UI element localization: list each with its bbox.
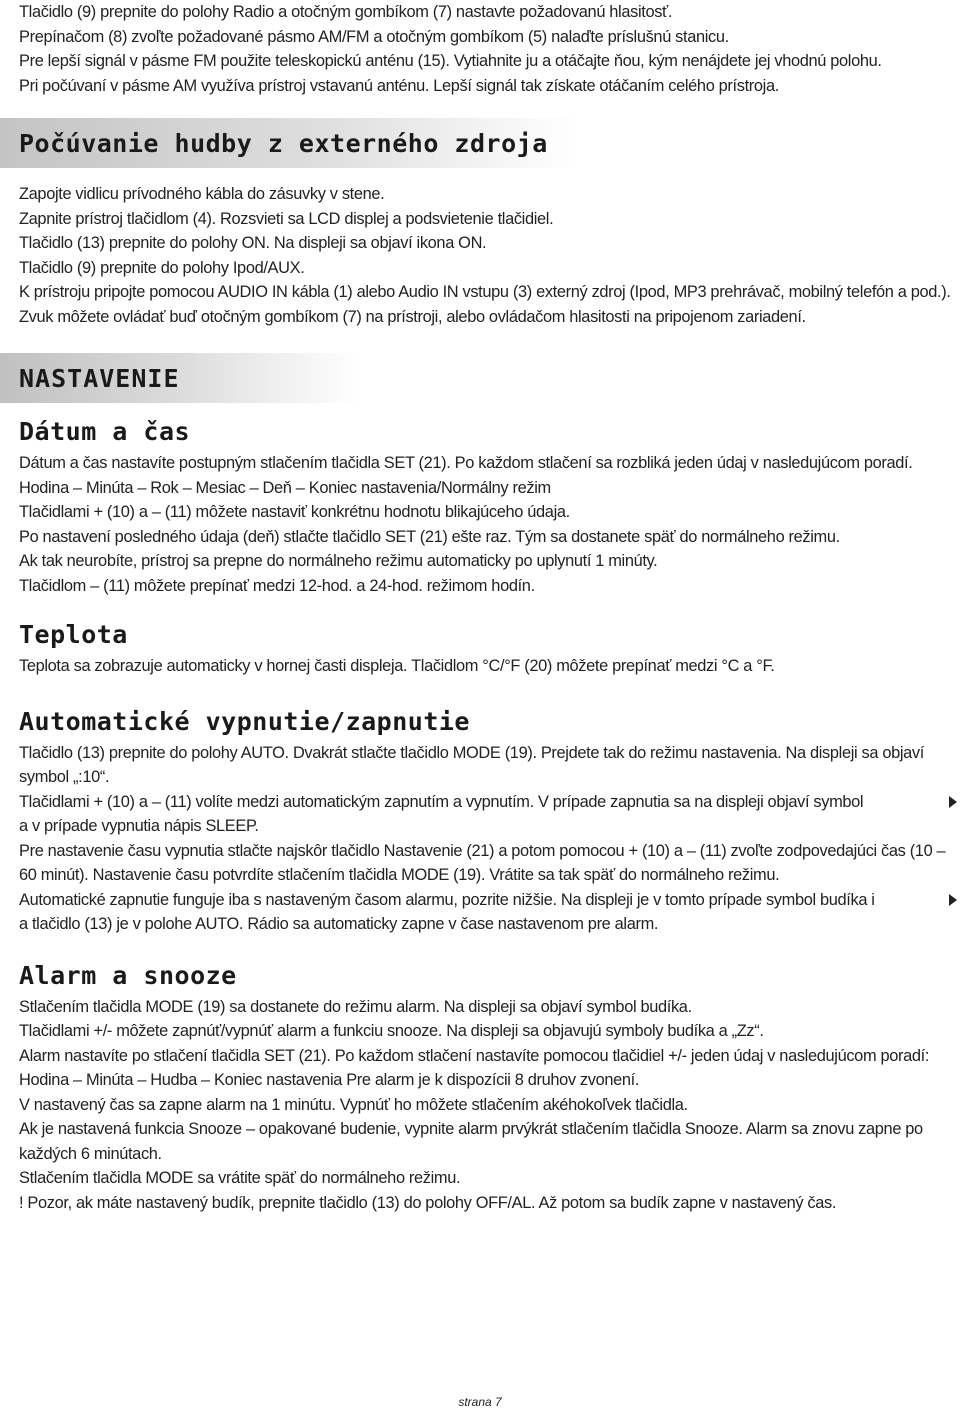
paragraph: Tlačidlo (13) prepnite do polohy AUTO. Dvakrát stlačte tlačidlo MODE (19). Prejdete tak do režimu nastavenia. Na displeji sa objaví symbol „:10“. <box>19 743 924 786</box>
paragraph: Hodina – Minúta – Rok – Mesiac – Deň – Koniec nastavenia/Normálny režim <box>19 478 551 497</box>
paragraph: Zapnite prístroj tlačidlom (4). Rozsvieti sa LCD displej a podsvietenie tlačidiel. <box>19 209 554 228</box>
paragraph: a v prípade vypnutia nápis SLEEP. <box>19 817 259 835</box>
datetime-block <box>19 451 959 598</box>
play-icon <box>949 796 957 808</box>
paragraph: a tlačidlo (13) je v polohe AUTO. Rádio sa automaticky zapne v čase nastavenom pre alarm. <box>19 915 659 933</box>
paragraph: Tlačidlo (9) prepnite do polohy Ipod/AUX. <box>19 258 305 277</box>
page-number: strana 7 <box>458 1395 502 1409</box>
paragraph: ! Pozor, ak máte nastavený budík, prepnite tlačidlo (13) do polohy OFF/AL. Až potom sa budík zapne v nastavený čas. <box>19 1193 837 1212</box>
paragraph: V nastavený čas sa zapne alarm na 1 minútu. Vypnúť ho môžete stlačením akéhokoľvek tlačidla. <box>19 1095 688 1114</box>
paragraph-text: Automatické zapnutie funguje iba s nastaveným časom alarmu, pozrite nižšie. Na displeji je v tomto prípade symbol budíka i <box>19 890 875 909</box>
temperature-block <box>19 654 959 679</box>
paragraph: K prístroju pripojte pomocou AUDIO IN kábla (1) alebo Audio IN vstupu (3) externý zdroj (Ipod, MP3 prehrávač, mobilný telefón a pod.). <box>19 283 951 301</box>
paragraph <box>19 790 959 815</box>
paragraph: Ak je nastavená funkcia Snooze – opakované budenie, vypnite alarm prvýkrát stlačením tlačidla Snooze. Alarm sa znovu zapne po každých 6 minútach. <box>19 1120 923 1163</box>
paragraph: Stlačením tlačidla MODE sa vrátite späť do normálneho režimu. <box>19 1169 461 1187</box>
paragraph: Zapojte vidlicu prívodného kábla do zásuvky v stene. <box>19 185 385 203</box>
paragraph: Teplota sa zobrazuje automaticky v hornej časti displeja. Tlačidlom °C/°F (20) môžete prepínať medzi °C a °F. <box>19 657 775 675</box>
alarm-block <box>19 995 959 1216</box>
paragraph: Hodina – Minúta – Hudba – Koniec nastavenia Pre alarm je k dispozícii 8 druhov zvonení. <box>19 1071 640 1089</box>
paragraph: Tlačidlami + (10) a – (11) môžete nastaviť konkrétnu hodnotu blikajúceho údaja. <box>19 503 570 521</box>
external-source-block <box>19 182 959 329</box>
settings-title: NASTAVENIE <box>19 363 180 393</box>
intro-block <box>19 0 959 98</box>
paragraph: Ak tak neurobíte, prístroj sa prepne do normálneho režimu automaticky po uplynutí 1 minúty. <box>19 552 658 570</box>
paragraph: Alarm nastavíte po stlačení tlačidla SET (21). Po každom stlačení nastavíte pomocou tlačidiel +/- jeden údaj v nasledujúcom poradí: <box>19 1046 930 1065</box>
paragraph: Tlačidlo (13) prepnite do polohy ON. Na displeji sa objaví ikona ON. <box>19 234 487 252</box>
intro-line: Pri počúvaní v pásme AM využíva prístroj vstavanú anténu. Lepší signál tak získate otáčaním celého prístroja. <box>19 76 779 95</box>
temperature-title: Teplota <box>19 620 128 649</box>
auto-title: Automatické vypnutie/zapnutie <box>19 706 470 736</box>
intro-line: Tlačidlo (9) prepnite do polohy Radio a otočným gombíkom (7) nastavte požadovanú hlasitosť. <box>19 3 673 21</box>
external-source-heading <box>0 118 599 168</box>
paragraph: Po nastavení posledného údaja (deň) stlačte tlačidlo SET (21) ešte raz. Tým sa dostanete späť do normálneho režimu. <box>19 527 840 546</box>
alarm-title: Alarm a snooze <box>19 960 237 990</box>
manual-page <box>19 0 959 1215</box>
intro-line: Prepínačom (8) zvoľte požadované pásmo AM/FM a otočným gombíkom (5) nalaďte príslušnú stanicu. <box>19 27 729 46</box>
paragraph: Tlačidlom – (11) môžete prepínať medzi 12-hod. a 24-hod. režimom hodín. <box>19 576 535 595</box>
settings-heading <box>0 353 379 403</box>
paragraph: Zvuk môžete ovládať buď otočným gombíkom (7) na prístroji, alebo ovládačom hlasitosti na pripojenom zariadení. <box>19 307 806 326</box>
paragraph: Stlačením tlačidla MODE (19) sa dostanete do režimu alarm. Na displeji sa objaví symbol budíka. <box>19 997 692 1016</box>
auto-block <box>19 741 959 937</box>
paragraph-text: Tlačidlami + (10) a – (11) volíte medzi automatickým zapnutím a vypnutím. V prípade zapnutia sa na displeji objaví symbol <box>19 792 864 811</box>
paragraph <box>19 888 959 913</box>
external-source-title: Počúvanie hudby z externého zdroja <box>19 128 548 158</box>
paragraph: Tlačidlami +/- môžete zapnúť/vypnúť alarm a funkciu snooze. Na displeji sa objavujú symboly budíka a „Zz“. <box>19 1022 764 1040</box>
intro-line: Pre lepší signál v pásme FM použite teleskopickú anténu (15). Vytiahnite ju a otáčajte ňou, kým nenájdete jej vhodnú polohu. <box>19 52 882 70</box>
play-icon <box>949 894 957 906</box>
paragraph: Pre nastavenie času vypnutia stlačte najskôr tlačidlo Nastavenie (21) a potom pomocou + (10) a – (11) zvoľte zodpovedajúci čas (10 – 60 minút). Nastavenie času potvrdíte stlačením tlačidla MODE (19). Vrátite sa tak späť do normálneho režimu. <box>19 841 946 884</box>
datetime-title: Dátum a čas <box>19 417 191 446</box>
paragraph: Dátum a čas nastavíte postupným stlačením tlačidla SET (21). Po každom stlačení sa rozbliká jeden údaj v nasledujúcom poradí. <box>19 454 913 472</box>
